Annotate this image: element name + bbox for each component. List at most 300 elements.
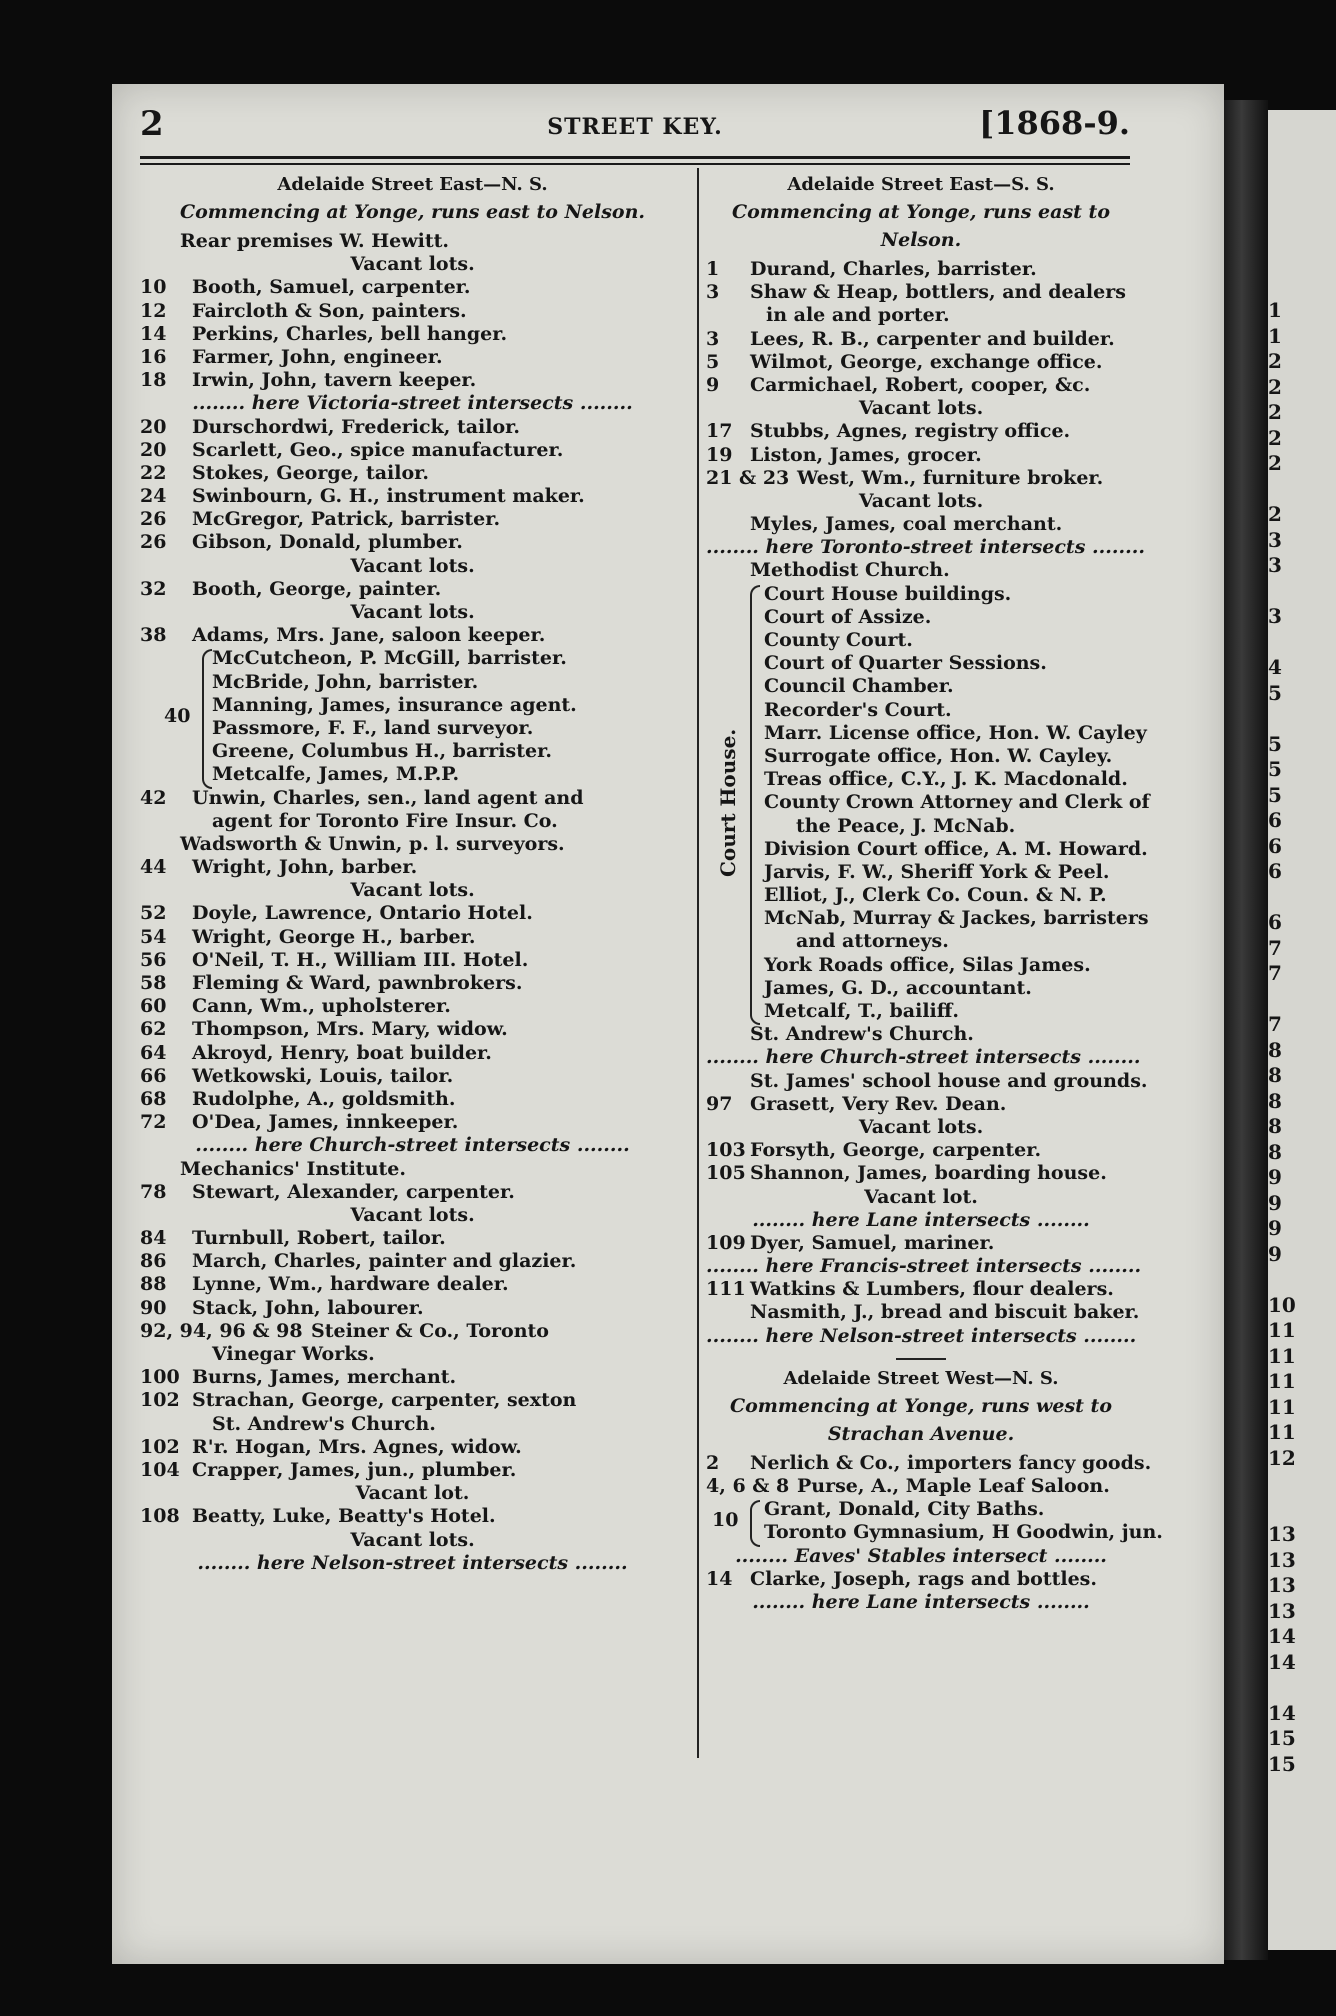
house-number: 102 <box>140 1435 180 1458</box>
entry-row <box>706 1521 1163 1544</box>
margin-number: 13 <box>1268 1573 1296 1597</box>
entry-text: Stack, John, labourer. <box>192 1296 424 1319</box>
entry-row <box>706 629 1136 652</box>
entry-text: Methodist Church. <box>750 559 950 582</box>
entry-row <box>706 1209 1136 1232</box>
section-rule <box>896 1358 946 1360</box>
house-number: 72 <box>140 1111 167 1134</box>
entry-row <box>140 1227 685 1250</box>
house-number: 1 <box>706 258 720 280</box>
entry-text: Vacant lots. <box>858 397 984 420</box>
entry-row <box>140 1088 685 1111</box>
entry-row <box>140 392 685 415</box>
entry-row <box>706 328 1136 351</box>
entry-text: Thompson, Mrs. Mary, widow. <box>192 1018 508 1041</box>
entry-row <box>706 1162 1136 1185</box>
entry-row <box>140 439 685 462</box>
margin-number: 11 <box>1268 1420 1296 1444</box>
left-entries <box>140 230 685 1575</box>
entry-text: Vinegar Works. <box>212 1343 375 1365</box>
margin-number: 2 <box>1268 502 1282 526</box>
house-number: 14 <box>706 1567 733 1590</box>
entry-text: Jarvis, F. W., Sheriff York & Peel. <box>764 860 1110 883</box>
entry-text: Fleming & Ward, pawnbrokers. <box>192 972 523 994</box>
entry-row <box>706 1568 1136 1591</box>
margin-number: 15 <box>1268 1751 1296 1776</box>
entry-row <box>706 837 1148 861</box>
entry-text: Swinbourn, G. H., instrument maker. <box>192 485 585 508</box>
entry-text: Stewart, Alexander, carpenter. <box>192 1180 515 1203</box>
entry-text: Vacant lot. <box>355 1482 470 1505</box>
entry-text: Booth, George, painter. <box>192 577 442 600</box>
margin-number: 3 <box>1268 527 1282 552</box>
entry-text: Dyer, Samuel, mariner. <box>750 1231 995 1254</box>
entry-row <box>140 230 685 253</box>
entry-row <box>140 1505 685 1528</box>
entry-text: ........ here Church-street intersects ........ <box>195 1134 630 1157</box>
margin-number: 3 <box>1268 553 1282 577</box>
entry-text: Surrogate office, Hon. W. Cayley. <box>764 744 1113 767</box>
house-number: 60 <box>140 995 167 1018</box>
entry-row <box>706 907 1149 930</box>
entry-row <box>706 536 1145 559</box>
house-number: 86 <box>140 1250 167 1273</box>
house-number: 5 <box>706 350 720 373</box>
house-number: 54 <box>140 925 167 948</box>
entry-row <box>706 1232 1136 1255</box>
margin-number: 9 <box>1268 1241 1282 1266</box>
margin-number: 3 <box>1268 604 1282 628</box>
entry-text: Mechanics' Institute. <box>180 1157 407 1180</box>
brace-number: 40 <box>164 704 191 727</box>
entry-text: Vacant lots. <box>350 879 475 902</box>
entry-text: ........ Eaves' Stables intersect ........ <box>735 1544 1107 1567</box>
entry-row <box>706 768 1136 791</box>
entry-row <box>706 791 1150 814</box>
right-entries <box>706 258 1150 1348</box>
header-rule <box>140 156 1130 159</box>
entry-row <box>706 490 1136 513</box>
house-number: 32 <box>140 577 167 600</box>
entry-text: Court House buildings. <box>764 582 1012 605</box>
entry-row <box>706 1139 1136 1162</box>
house-number: 97 <box>706 1092 733 1115</box>
entry-text: Myles, James, coal merchant. <box>750 513 1063 536</box>
next-page-margin <box>1268 110 1336 1950</box>
house-number: 3 <box>706 327 720 350</box>
entry-row <box>140 1158 685 1181</box>
margin-number: 8 <box>1268 1088 1282 1113</box>
house-number: 84 <box>140 1227 167 1250</box>
entry-row <box>706 513 1136 536</box>
entry-text: Doyle, Lawrence, Ontario Hotel. <box>192 902 533 925</box>
entry-text: Vacant lots. <box>350 1203 475 1226</box>
entry-text: Recorder's Court. <box>764 698 952 721</box>
entry-text: Wilmot, George, exchange office. <box>750 350 1103 373</box>
entry-text: R'r. Hogan, Mrs. Agnes, widow. <box>192 1435 522 1458</box>
entry-text: James, G. D., accountant. <box>764 976 1032 999</box>
entry-row <box>706 1069 1148 1093</box>
entry-row <box>706 583 1136 606</box>
entry-text: Burns, James, merchant. <box>192 1366 457 1389</box>
entry-text: Greene, Columbus H., barrister. <box>212 740 552 763</box>
entry-row <box>140 1042 685 1065</box>
house-number: 44 <box>140 856 167 879</box>
entry-text: Marr. License office, Hon. W. Cayley <box>764 721 1147 744</box>
entry-text: Metcalf, T., bailiff. <box>764 1000 959 1022</box>
margin-number: 1 <box>1268 323 1282 348</box>
house-number: 102 <box>140 1389 180 1412</box>
margin-number: 6 <box>1268 833 1282 858</box>
house-number: 109 <box>706 1231 746 1254</box>
entry-text: Court of Quarter Sessions. <box>764 652 1047 675</box>
entry-row <box>140 346 685 369</box>
entry-row <box>140 276 685 299</box>
margin-number: 8 <box>1268 1114 1282 1138</box>
entry-row <box>706 374 1136 397</box>
entry-text: St. James' school house and grounds. <box>750 1069 1148 1092</box>
entry-text: Unwin, Charles, sen., land agent and <box>192 786 584 809</box>
entry-row <box>706 930 1136 953</box>
entry-text: Clarke, Joseph, rags and bottles. <box>750 1567 1097 1590</box>
house-number: 26 <box>140 531 167 554</box>
house-number: 3 <box>706 281 720 304</box>
entry-text: March, Charles, painter and glazier. <box>192 1250 577 1273</box>
house-number: 64 <box>140 1041 167 1064</box>
house-number: 100 <box>140 1366 180 1389</box>
house-number: 16 <box>140 345 167 368</box>
left-column <box>140 172 685 1575</box>
entry-row <box>706 304 1136 327</box>
house-number: 14 <box>140 322 167 345</box>
house-number: 108 <box>140 1505 180 1528</box>
house-number: 20 <box>140 415 167 438</box>
entry-text: Beatty, Luke, Beatty's Hotel. <box>192 1505 496 1528</box>
margin-number: 7 <box>1268 1012 1282 1036</box>
house-number: 19 <box>706 443 733 466</box>
entry-text: ........ here Victoria-street intersects ........ <box>192 392 633 415</box>
margin-number: 8 <box>1268 1063 1282 1087</box>
entry-text: and attorneys. <box>796 930 949 953</box>
right-column <box>706 172 1163 1614</box>
house-number: 10 <box>140 276 167 299</box>
margin-number: 15 <box>1268 1726 1296 1750</box>
grouping-brace <box>750 1500 760 1546</box>
entry-text: McNab, Murray & Jackes, barristers <box>764 907 1149 930</box>
margin-number: 2 <box>1268 400 1282 424</box>
entry-text: Lynne, Wm., hardware dealer. <box>192 1273 509 1296</box>
margin-number: 14 <box>1268 1624 1296 1648</box>
entry-row <box>140 1413 685 1436</box>
entry-row <box>140 578 685 601</box>
entry-text: Wetkowski, Louis, tailor. <box>192 1064 454 1087</box>
margin-number: 6 <box>1268 859 1282 883</box>
entry-row <box>140 555 685 578</box>
entry-row <box>706 1451 1152 1475</box>
margin-number: 10 <box>1268 1292 1296 1317</box>
house-number: 42 <box>140 786 167 809</box>
west-heading: Adelaide Street West—N. S. <box>783 1367 1059 1389</box>
entry-text: Vacant lots. <box>350 1528 475 1551</box>
entry-text: Strachan, George, carpenter, sexton <box>192 1389 577 1412</box>
entry-text: Grasett, Very Rev. Dean. <box>750 1092 1007 1115</box>
entry-row <box>140 995 685 1018</box>
entry-text: West, Wm., furniture broker. <box>797 466 1104 489</box>
entry-text: Nasmith, J., bread and biscuit baker. <box>750 1301 1140 1324</box>
entry-row <box>140 1273 685 1296</box>
entry-text: Rudolphe, A., goldsmith. <box>192 1087 456 1110</box>
margin-number: 2 <box>1268 451 1282 475</box>
entry-row <box>706 258 1136 281</box>
entry-row <box>706 1093 1136 1116</box>
entry-row <box>140 1111 685 1134</box>
margin-number: 5 <box>1268 757 1282 781</box>
entry-text: Vacant lot. <box>864 1185 978 1208</box>
margin-number: 1 <box>1268 298 1282 322</box>
entry-row <box>140 253 685 276</box>
entry-row <box>140 531 685 554</box>
entry-text: Grant, Donald, City Baths. <box>764 1498 1045 1521</box>
house-number: 105 <box>706 1162 746 1185</box>
entry-text: Passmore, F. F., land surveyor. <box>212 716 534 739</box>
entry-row <box>706 1591 1136 1614</box>
entry-row <box>140 323 685 346</box>
entry-text: Toronto Gymnasium, H Goodwin, jun. <box>764 1521 1163 1544</box>
entry-row <box>706 1186 1136 1209</box>
entry-row <box>140 671 685 694</box>
house-number: 24 <box>140 485 167 508</box>
entry-row <box>706 1301 1140 1324</box>
entry-text: Vacant lots. <box>858 489 984 512</box>
margin-number: 8 <box>1268 1139 1282 1164</box>
entry-row <box>140 647 685 670</box>
entry-row <box>140 1482 685 1505</box>
margin-number: 9 <box>1268 1190 1282 1215</box>
house-number: 66 <box>140 1064 167 1087</box>
brace-number: 10 <box>712 1509 739 1532</box>
margin-number: 11 <box>1268 1369 1296 1393</box>
margin-number: 5 <box>1268 782 1282 807</box>
entry-text: Stubbs, Agnes, registry office. <box>750 420 1071 443</box>
header-years: [1868-9. <box>979 104 1130 142</box>
entry-row <box>140 369 685 392</box>
entry-text: McGregor, Patrick, barrister. <box>192 508 501 531</box>
entry-row <box>140 717 685 740</box>
entry-row <box>140 1204 685 1227</box>
house-number: 18 <box>140 369 167 392</box>
entry-row <box>140 902 685 925</box>
entry-text: Nerlich & Co., importers fancy goods. <box>750 1451 1152 1474</box>
book-spine <box>1224 100 1268 1960</box>
entry-row <box>140 416 685 439</box>
entry-row <box>140 1459 685 1482</box>
entry-row <box>140 508 685 531</box>
entry-row <box>706 977 1136 1000</box>
entry-row <box>140 624 685 647</box>
house-number: 20 <box>140 438 167 461</box>
house-number: 92, 94, 96 & 98 <box>140 1319 303 1342</box>
entry-row <box>140 1320 685 1343</box>
entry-row <box>140 1366 685 1389</box>
west-entries <box>706 1451 1163 1614</box>
entry-text: Cann, Wm., upholsterer. <box>192 995 451 1018</box>
entry-row <box>140 462 685 485</box>
entry-text: Booth, Samuel, carpenter. <box>192 276 471 299</box>
entry-text: ........ here Nelson-street intersects ........ <box>197 1551 628 1574</box>
entry-row <box>706 1116 1136 1139</box>
margin-number: 9 <box>1268 1216 1282 1240</box>
house-number: 58 <box>140 972 167 994</box>
entry-row <box>706 351 1136 374</box>
margin-number: 2 <box>1268 425 1282 450</box>
entry-text: Vacant lots. <box>350 554 475 577</box>
house-number: 56 <box>140 948 167 971</box>
margin-number: 5 <box>1268 731 1282 756</box>
entry-text: County Crown Attorney and Clerk of <box>764 791 1150 814</box>
entry-row <box>706 559 1136 582</box>
entry-text: Wright, George H., barber. <box>192 925 476 948</box>
left-column-subheading: Commencing at Yonge, runs east to Nelson. <box>179 201 646 223</box>
entry-row <box>140 879 685 902</box>
left-column-heading: Adelaide Street East—N. S. <box>277 174 548 195</box>
entry-row <box>706 652 1136 675</box>
margin-number: 4 <box>1268 655 1282 679</box>
entry-text: Manning, James, insurance agent. <box>212 693 577 716</box>
entry-text: ........ here Francis-street intersects ........ <box>706 1255 1142 1278</box>
entry-text: Faircloth & Son, painters. <box>192 299 467 322</box>
entry-text: ........ here Lane intersects ........ <box>752 1208 1090 1231</box>
margin-number: 9 <box>1268 1165 1282 1189</box>
entry-text: Lees, R. B., carpenter and builder. <box>750 327 1115 350</box>
entry-text: O'Neil, T. H., William III. Hotel. <box>192 948 529 971</box>
margin-number: 8 <box>1268 1037 1282 1062</box>
entry-text: Durschordwi, Frederick, tailor. <box>192 415 521 438</box>
entry-text: Elliot, J., Clerk Co. Coun. & N. P. <box>764 884 1107 907</box>
entry-row <box>706 397 1136 420</box>
entry-row <box>706 954 1136 977</box>
entry-row <box>706 444 1136 467</box>
entry-row <box>140 694 685 717</box>
house-number: 103 <box>706 1139 746 1162</box>
entry-text: ........ here Toronto-street intersects ........ <box>706 536 1145 559</box>
entry-text: Metcalfe, James, M.P.P. <box>212 763 460 786</box>
entry-row <box>706 699 1136 722</box>
entry-row <box>140 1436 685 1459</box>
entry-text: ........ here Nelson-street intersects ........ <box>706 1324 1137 1347</box>
margin-number: 2 <box>1268 349 1282 373</box>
house-number: 12 <box>140 299 167 322</box>
entry-text: Watkins & Lumbers, flour dealers. <box>750 1278 1114 1301</box>
entry-row <box>706 420 1136 443</box>
entry-row <box>706 1325 1136 1348</box>
house-number: 21 & 23 <box>706 466 790 489</box>
entry-row <box>706 467 1136 490</box>
margin-number: 5 <box>1268 680 1282 705</box>
entry-text: York Roads office, Silas James. <box>764 953 1091 976</box>
margin-number: 12 <box>1268 1445 1296 1470</box>
entry-row <box>140 485 685 508</box>
entry-row <box>140 833 685 856</box>
entry-row <box>706 675 1136 698</box>
house-number: 104 <box>140 1458 180 1481</box>
brace-label: Court House. <box>716 728 740 877</box>
entry-row <box>140 1343 685 1366</box>
entry-row <box>140 1297 685 1320</box>
entry-text: Shaw & Heap, bottlers, and dealers <box>750 281 1126 304</box>
header-rule-thin <box>140 163 1130 165</box>
entry-text: Adams, Mrs. Jane, saloon keeper. <box>192 624 546 647</box>
entry-text: Treas office, C.Y., J. K. Macdonald. <box>764 768 1128 791</box>
entry-text: Council Chamber. <box>764 675 954 698</box>
entry-row <box>140 1552 685 1575</box>
entry-text: McBride, John, barrister. <box>212 670 479 693</box>
margin-number: 14 <box>1268 1700 1296 1725</box>
entry-row <box>706 1278 1136 1301</box>
page-header <box>140 104 1130 148</box>
margin-number: 14 <box>1268 1649 1296 1674</box>
entry-text: Court of Assize. <box>764 605 932 628</box>
margin-number: 11 <box>1268 1318 1296 1342</box>
entry-text: O'Dea, James, innkeeper. <box>192 1111 459 1134</box>
entry-text: Rear premises W. Hewitt. <box>180 230 450 252</box>
entry-text: Vacant lots. <box>350 601 475 623</box>
entry-text: St. Andrew's Church. <box>212 1412 436 1435</box>
entry-text: Crapper, James, jun., plumber. <box>192 1458 517 1481</box>
house-number: 2 <box>706 1451 720 1474</box>
entry-text: Division Court office, A. M. Howard. <box>764 837 1148 860</box>
house-number: 78 <box>140 1180 167 1203</box>
house-number: 9 <box>706 373 720 396</box>
house-number: 17 <box>706 420 733 443</box>
entry-row <box>706 1046 1141 1069</box>
entry-text: Vacant lots. <box>858 1115 984 1138</box>
entry-text: ........ here Church-street intersects ........ <box>706 1046 1141 1069</box>
entry-text: agent for Toronto Fire Insur. Co. <box>212 809 558 832</box>
entry-text: Forsyth, George, carpenter. <box>750 1139 1042 1162</box>
entry-text: Farmer, John, engineer. <box>192 345 443 368</box>
entry-row <box>706 884 1136 907</box>
entry-text: in ale and porter. <box>766 304 950 327</box>
entry-text: Wright, John, barber. <box>192 856 418 879</box>
entry-text: Purse, A., Maple Leaf Saloon. <box>797 1475 1110 1497</box>
grouping-brace <box>750 585 760 1026</box>
margin-number: 13 <box>1268 1522 1296 1546</box>
entry-text: Scarlett, Geo., spice manufacturer. <box>192 438 564 461</box>
entry-row <box>140 601 685 624</box>
entry-row <box>706 861 1136 884</box>
entry-text: the Peace, J. McNab. <box>796 814 1016 837</box>
house-number: 4, 6 & 8 <box>706 1475 790 1497</box>
entry-row <box>706 1000 1136 1023</box>
entry-text: Perkins, Charles, bell hanger. <box>192 322 508 345</box>
entry-row <box>140 1065 685 1088</box>
entry-row <box>140 1529 685 1552</box>
west-subheading-1: Commencing at Yonge, runs west to <box>729 1394 1113 1417</box>
right-column-heading: Adelaide Street East—S. S. <box>787 174 1055 195</box>
entry-row <box>140 856 685 879</box>
entry-row <box>140 763 685 786</box>
entry-row <box>140 949 685 972</box>
running-title: STREET KEY. <box>547 114 723 140</box>
entry-text: Stokes, George, tailor. <box>192 461 430 484</box>
west-subheading-2: Strachan Avenue. <box>827 1422 1015 1445</box>
entry-row <box>706 721 1147 745</box>
house-number: 111 <box>706 1278 746 1301</box>
page-number: 2 <box>140 104 164 144</box>
margin-number: 6 <box>1268 808 1282 832</box>
entry-row <box>140 1181 685 1204</box>
column-divider <box>697 168 699 1758</box>
